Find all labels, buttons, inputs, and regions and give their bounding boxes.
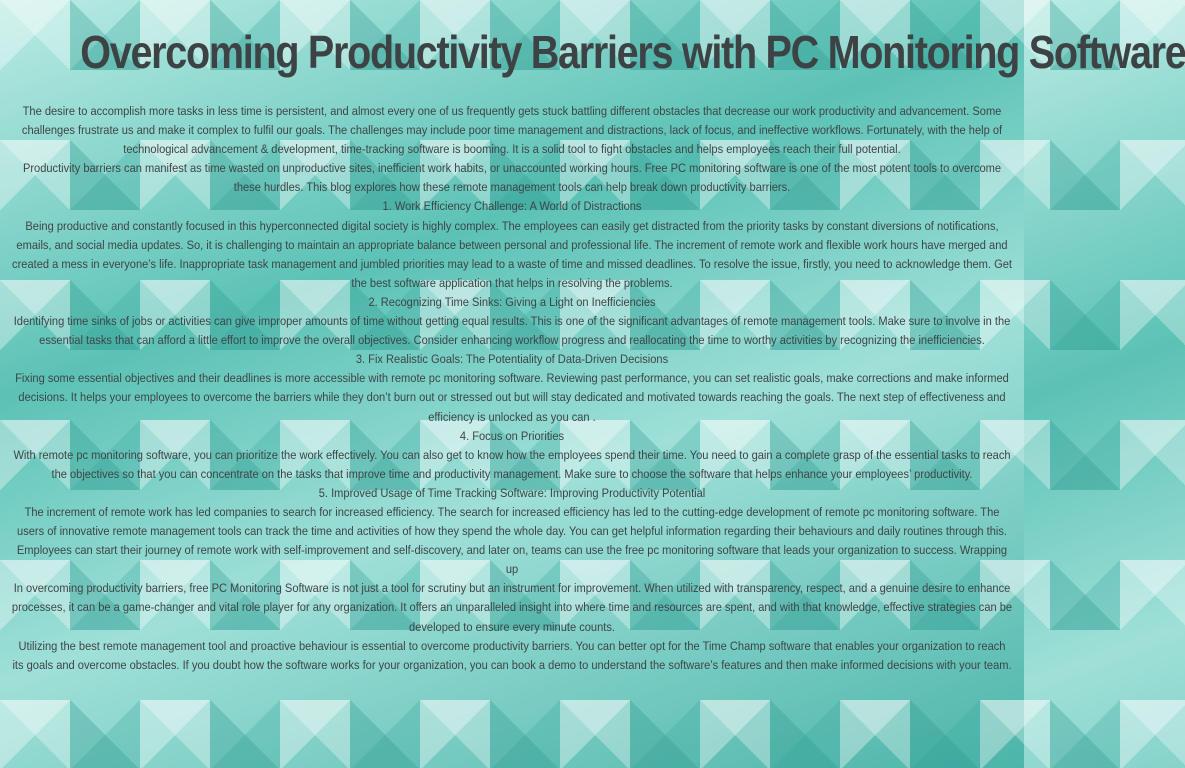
section-paragraph-3: Fixing some essential objectives and their deadlines is more accessible with remote pc monitoring software. Reviewing past performance, you can set realistic goals, make corrections and make informed decisions. It helps your employees to overcome the barriers while they don’t burn out or stressed out but will stay dedicated and motivated towards reaching the goals. The next step of effectiveness and efficiency is unlocked as you can . <box>15 371 1009 424</box>
section-paragraph-4: With remote pc monitoring software, you can prioritize the work effectively. You can also get to know how the employees spend their time. You need to gain a complete grasp of the essential tasks to reach the objectives so that you can concentrate on the tasks that improve time and productivity management. Make sure to choose the software that helps enhance your employees’ productivity. <box>13 447 1011 481</box>
section-paragraph-1: Being productive and constantly focused in this hyperconnected digital society is highly complex. The employees can easily get distracted from the priority tasks by constant diversions of notifications, emails, and social media updates. So, it is challenging to maintain an appropriate balance between personal and professional life. The increment of remote work and flexible work hours have merged and created a mess in everyone’s life. Inappropriate task management and jumbled priorities may lead to a waste of time and missed deadlines. To resolve the issue, firstly, you need to acknowledge them. Get the best software application that helps in resolving the problems. <box>12 218 1012 290</box>
section-paragraph-5: The increment of remote work has led companies to search for increased efficiency. The search for increased efficiency has led to the cutting-edge development of remote pc monitoring software. The users of innovative remote management tools can track the time and activities of how they spend the whole day. You can get helpful information regarding their behaviours and daily routines through this. Employees can start their journey of remote work with self-improvement and self-discovery, and later on, teams can use the free pc monitoring software that leads your organization to success. Wrapping up <box>16 504 1008 577</box>
section-heading-4: 4. Focus on Priorities <box>459 428 565 443</box>
section-heading-2: 2. Recognizing Time Sinks: Giving a Light on Inefficiencies <box>368 294 656 309</box>
intro-paragraph: The desire to accomplish more tasks in less time is persistent, and almost every one of us frequently gets stuck battling different obstacles that decrease our work productivity and advancement. Some challenges frustrate us and make it complex to fulfil our goals. The challenges may include poor time management and distractions, lack of focus, and ineffective workflows. Fortunately, with the help of technological advancement & development, time-tracking software is booming. It is a solid tool to fight obstacles and helps employees reach their full potential. <box>21 104 1003 157</box>
section-paragraph-2: Identifying time sinks of jobs or activities can give improper amounts of time without getting equal results. This is one of the significant advantages of remote management tools. Make sure to involve in the essential tasks that can afford a little effort to improve the overall objectives. Consider enhancing workflow progress and reallocating the time to worthy activities by recognizing the inefficiencies. <box>13 314 1011 348</box>
page-title: Overcoming Productivity Barriers with PC Monitoring Software <box>80 26 1185 78</box>
document-body <box>12 102 1013 675</box>
section-heading-5: 5. Improved Usage of Time Tracking Software: Improving Productivity Potential <box>318 485 706 500</box>
section-heading-1: 1. Work Efficiency Challenge: A World of Distractions <box>382 199 642 214</box>
closing-paragraph: Utilizing the best remote management tool and proactive behaviour is essential to overcome productivity barriers. You can better opt for the Time Champ software that enables your organization to reach its goals and overcome obstacles. If you doubt how the software works for your organization, you can book a demo to understand the software’s features and then make informed decisions with your team. <box>12 638 1012 672</box>
conclusion-paragraph: In overcoming productivity barriers, free PC Monitoring Software is not just a tool for scrutiny but an instrument for improvement. When utilized with transparency, respect, and a genuine desire to enhance processes, it can be a game-changer and vital role player for any organization. It offers an unparalleled insight into where time and resources are spent, and with that knowledge, effective strategies can be developed to ensure every minute counts. <box>11 581 1013 634</box>
barriers-paragraph: Productivity barriers can manifest as time wasted on unproductive sites, inefficient work habits, or unaccounted working hours. Free PC monitoring software is one of the most potent tools to overcome these hurdles. This blog explores how these remote management tools can help break down productivity barriers. <box>22 161 1002 195</box>
section-heading-3: 3. Fix Realistic Goals: The Potentiality of Data-Driven Decisions <box>355 352 669 367</box>
